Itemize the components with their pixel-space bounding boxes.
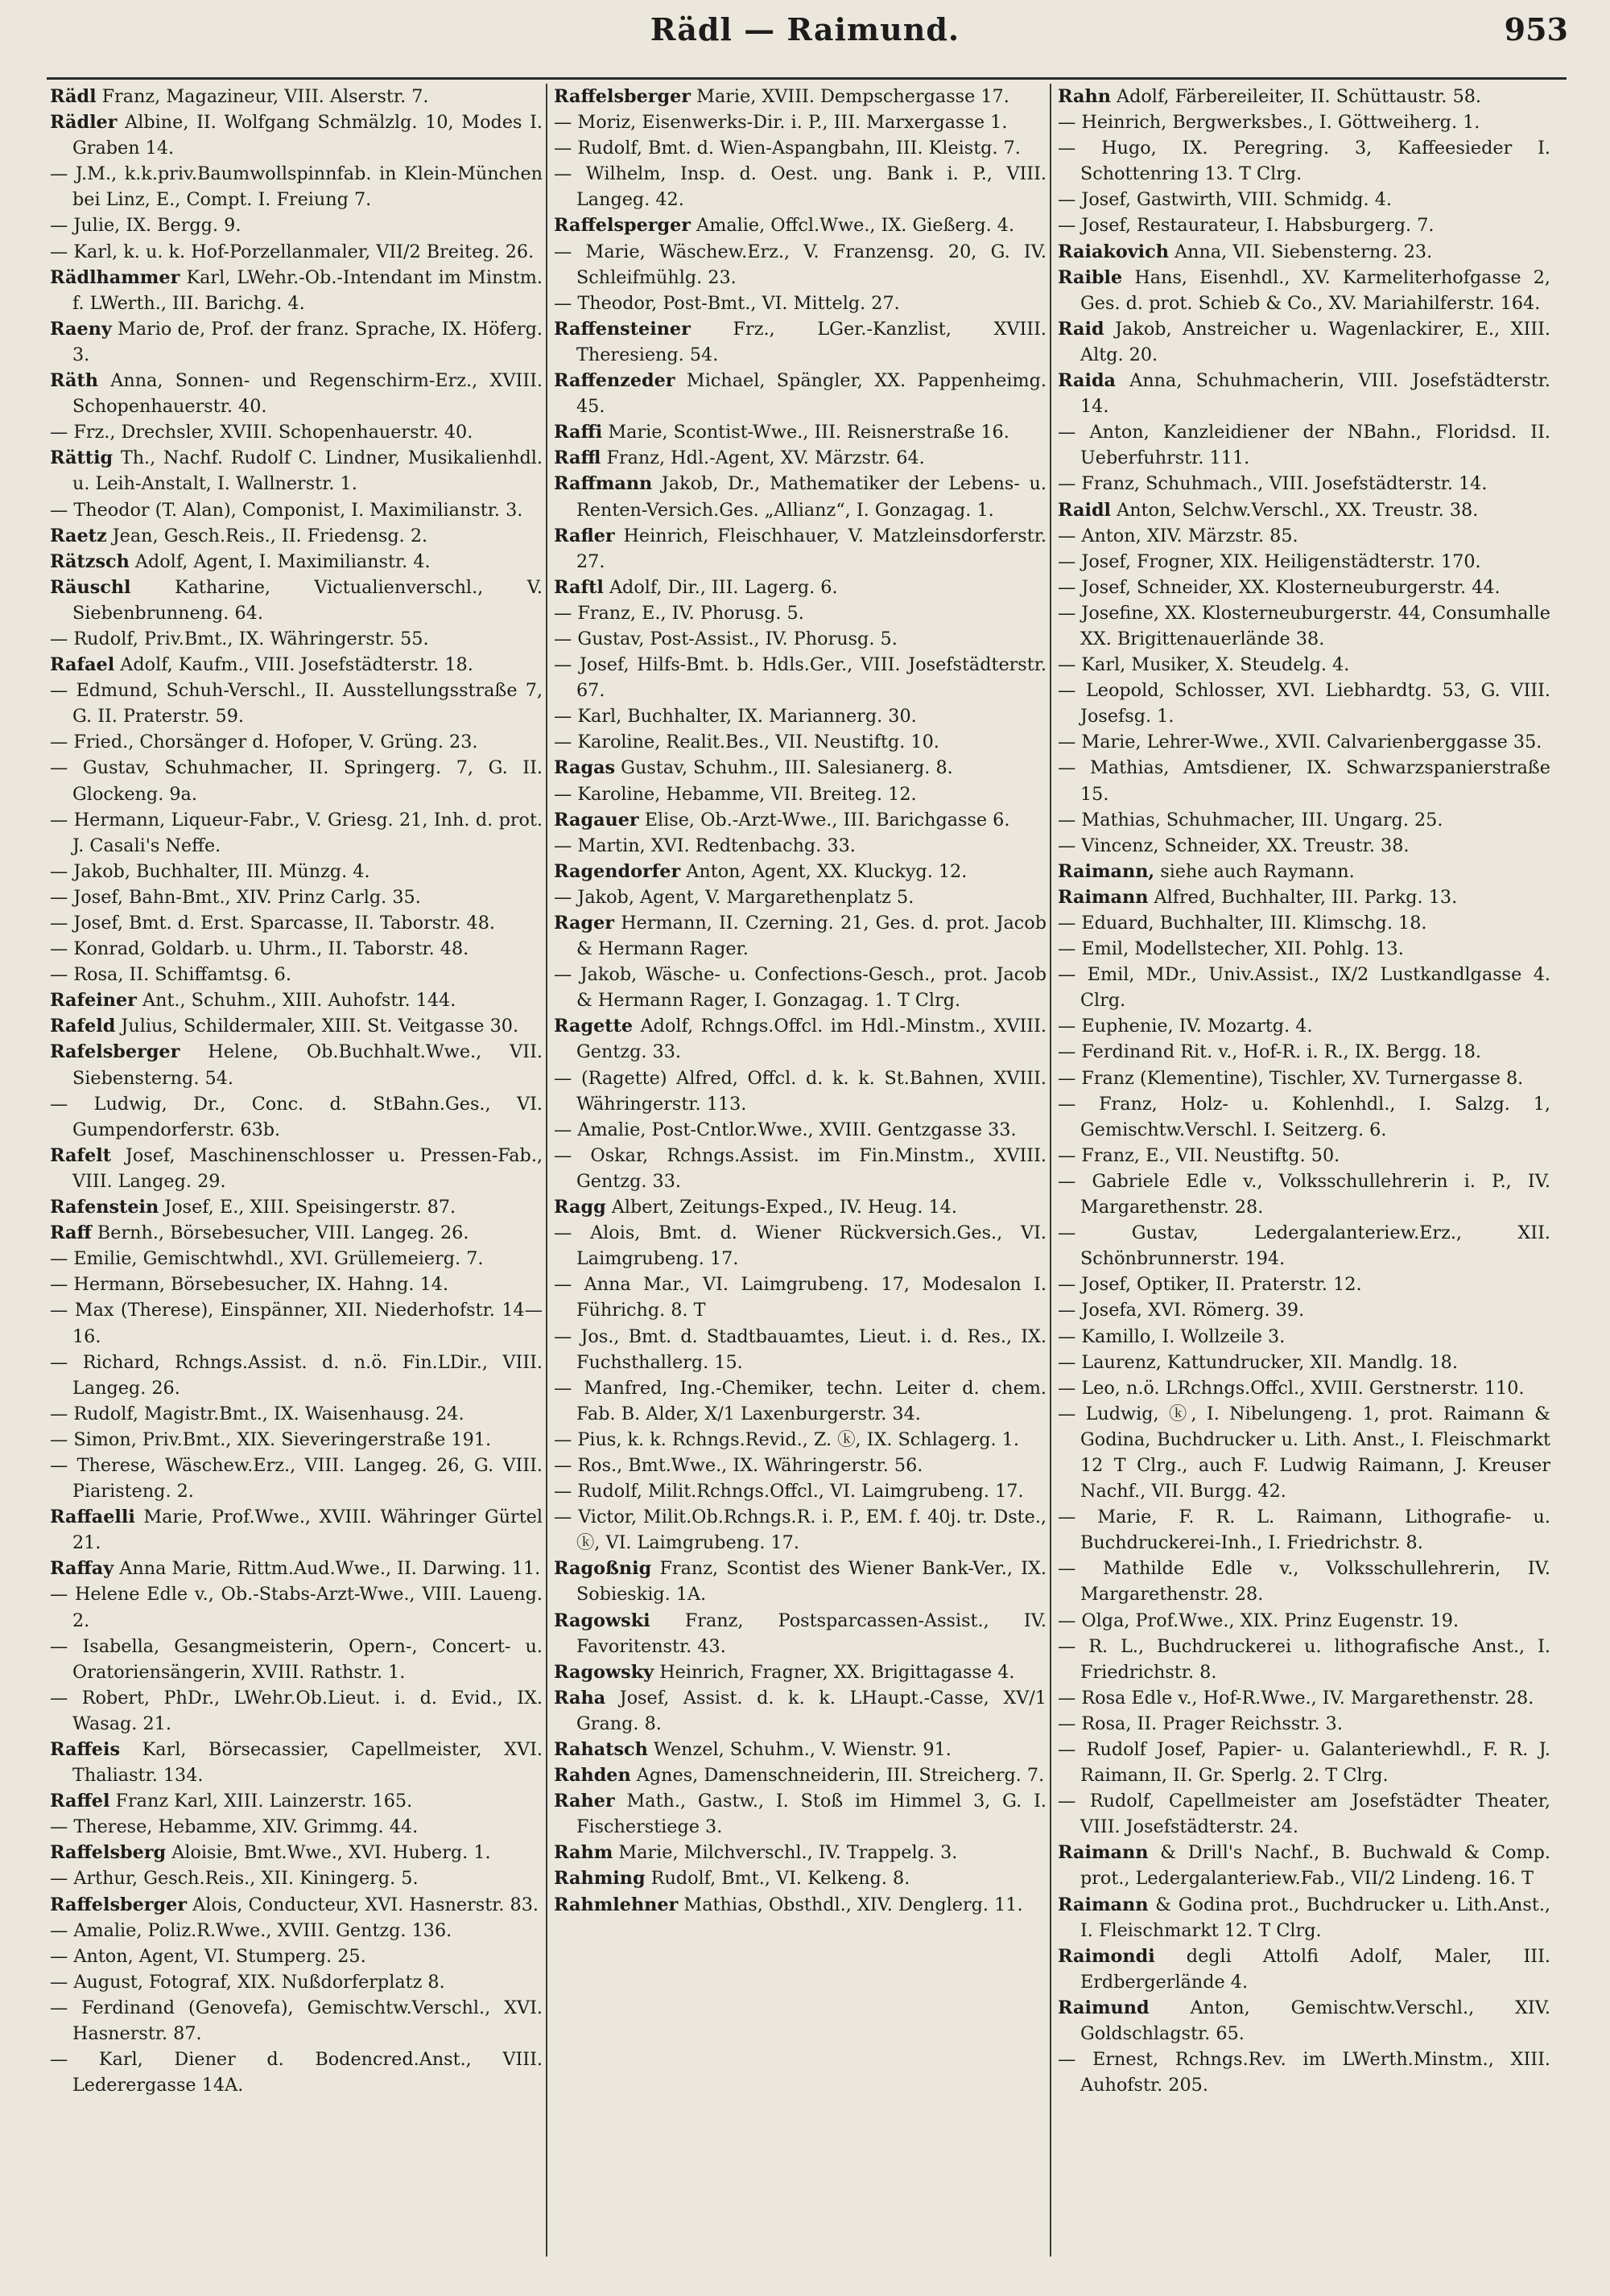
directory-entry: — Josef, Schneider, XX. Klosterneuburgerstr. 44.	[1058, 576, 1501, 598]
directory-entry: — Ros., Bmt.Wwe., IX. Währingerstr. 56.	[554, 1454, 923, 1476]
directory-entry: — Martin, XVI. Redtenbachg. 33.	[554, 835, 856, 856]
directory-entry: — Frz., Drechsler, XVIII. Schopenhauerstr. 40.	[50, 422, 473, 443]
directory-entry: — Rosa, II. Schiffamtsg. 6.	[50, 964, 291, 986]
directory-entry: Ragg Albert, Zeitungs-Exped., IV. Heug. 14.	[554, 1197, 957, 1218]
directory-entry: — Rudolf Josef, Papier- u. Galanteriewhdl., F. R. J. Raimann, II. Gr. Sperlg. 2. T Clrg.	[1058, 1739, 1550, 1787]
directory-entry: — Therese, Wäschew.Erz., VIII. Langeg. 26, G. VIII. Piaristeng. 2.	[50, 1454, 543, 1502]
directory-entry: Raimann, siehe auch Raymann.	[1058, 860, 1355, 882]
directory-entry: Rätzsch Adolf, Agent, I. Maximilianstr. 4.	[50, 550, 431, 572]
directory-entry: — Euphenie, IV. Mozartg. 4.	[1058, 1016, 1313, 1037]
directory-entry: Raffelsberger Alois, Conducteur, XVI. Hasnerstr. 83.	[50, 1894, 539, 1915]
directory-entry: — Laurenz, Kattundrucker, XII. Mandlg. 18.	[1058, 1351, 1458, 1373]
directory-entry: Räth Anna, Sonnen- und Regenschirm-Erz., XVIII. Schopenhauerstr. 40.	[50, 370, 543, 418]
directory-entry: Raffmann Jakob, Dr., Mathematiker der Lebens- u. Renten-Versich.Ges. „Allianz“, I. Gonzagag. 1.	[554, 473, 1046, 521]
directory-entry: — Hugo, IX. Peregring. 3, Kaffeesieder I. Schottenring 13. T Clrg.	[1058, 138, 1550, 185]
page-title: Rädl — Raimund.	[650, 11, 960, 47]
directory-entry: Rättig Th., Nachf. Rudolf C. Lindner, Musikalienhdl. u. Leih-Anstalt, I. Wallnerstr. 1.	[50, 447, 543, 495]
directory-entry: Rafeld Julius, Schildermaler, XIII. St. Veitgasse 30.	[50, 1016, 519, 1037]
directory-entry: — Karoline, Realit.Bes., VII. Neustiftg. 10.	[554, 732, 939, 753]
directory-entry: — Rudolf, Priv.Bmt., IX. Währingerstr. 55.	[50, 628, 429, 649]
directory-entry: Rahming Rudolf, Bmt., VI. Kelkeng. 8.	[554, 1868, 910, 1890]
directory-entry: — Josef, Bmt. d. Erst. Sparcasse, II. Taborstr. 48.	[50, 913, 496, 934]
directory-entry: — Josefa, XVI. Römerg. 39.	[1058, 1300, 1305, 1321]
directory-entry: — Amalie, Post-Cntlor.Wwe., XVIII. Gentzgasse 33.	[554, 1119, 1017, 1140]
directory-entry: — Karl, k. u. k. Hof-Porzellanmaler, VII/2 Breiteg. 26.	[50, 241, 535, 262]
directory-entry: Rädl Franz, Magazineur, VIII. Alserstr. 7.	[50, 86, 429, 107]
directory-entry: — Karoline, Hebamme, VII. Breiteg. 12.	[554, 783, 917, 805]
directory-entry: Rahm Marie, Milchverschl., IV. Trappelg. 3.	[554, 1842, 958, 1864]
directory-entry: Raffensteiner Frz., LGer.-Kanzlist, XVIII. Theresieng. 54.	[554, 318, 1046, 365]
directory-entry: — Emil, MDr., Univ.Assist., IX/2 Lustkandlgasse 4. Clrg.	[1058, 964, 1550, 1012]
directory-entry: — Rudolf, Capellmeister am Josefstädter Theater, VIII. Josefstädterstr. 24.	[1058, 1791, 1550, 1838]
directory-entry: Raidl Anton, Selchw.Verschl., XX. Treustr. 38.	[1058, 499, 1479, 521]
directory-entry: — Theodor (T. Alan), Componist, I. Maximilianstr. 3.	[50, 499, 523, 521]
directory-entry: — Theodor, Post-Bmt., VI. Mittelg. 27.	[554, 292, 900, 314]
directory-entry: — Jakob, Wäsche- u. Confections-Gesch., prot. Jacob & Hermann Rager, I. Gonzagag. 1. T Clrg.	[554, 964, 1046, 1012]
directory-entry: — Josefine, XX. Klosterneuburgerstr. 44, Consumhalle XX. Brigittenauerlände 38.	[1058, 602, 1550, 649]
directory-entry: Raffeis Karl, Börsecassier, Capellmeister, XVI. Thaliastr. 134.	[50, 1739, 543, 1787]
directory-entry: — Hermann, Liqueur-Fabr., V. Griesg. 21, Inh. d. prot. J. Casali's Neffe.	[50, 809, 543, 856]
directory-entry: — Rudolf, Bmt. d. Wien-Aspangbahn, III. Kleistg. 7.	[554, 138, 1021, 159]
directory-entry: — Karl, Musiker, X. Steudelg. 4.	[1058, 654, 1350, 676]
directory-entry: Raida Anna, Schuhmacherin, VIII. Josefstädterstr. 14.	[1058, 370, 1550, 418]
directory-entry: — Olga, Prof.Wwe., XIX. Prinz Eugenstr. 19.	[1058, 1610, 1459, 1631]
directory-entry: — Anna Mar., VI. Laimgrubeng. 17, Modesalon I. Führichg. 8. T	[554, 1274, 1046, 1321]
directory-entry: Rager Hermann, II. Czerning. 21, Ges. d. prot. Jacob & Hermann Rager.	[554, 913, 1046, 960]
directory-entry: — Jakob, Buchhalter, III. Münzg. 4.	[50, 860, 370, 882]
directory-entry: — Fried., Chorsänger d. Hofoper, V. Grüng. 23.	[50, 732, 478, 753]
directory-entry: — Robert, PhDr., LWehr.Ob.Lieut. i. d. Evid., IX. Wasag. 21.	[50, 1687, 543, 1734]
directory-entry: — Anton, XIV. Märzstr. 85.	[1058, 525, 1298, 546]
directory-entry: — Isabella, Gesangmeisterin, Opern-, Concert- u. Oratoriensängerin, XVIII. Rathstr. 1.	[50, 1635, 543, 1683]
directory-entry: — Kamillo, I. Wollzeile 3.	[1058, 1325, 1286, 1347]
directory-entry: — Leopold, Schlosser, XVI. Liebhardtg. 53, G. VIII. Josefsg. 1.	[1058, 680, 1550, 728]
directory-entry: — Rosa Edle v., Hof-R.Wwe., IV. Margarethenstr. 28.	[1058, 1687, 1534, 1709]
directory-entry: Rahatsch Wenzel, Schuhm., V. Wienstr. 91.	[554, 1739, 952, 1760]
directory-entry: Ragendorfer Anton, Agent, XX. Kluckyg. 12.	[554, 860, 968, 882]
directory-entry: Raffenzeder Michael, Spängler, XX. Pappenheimg. 45.	[554, 370, 1046, 418]
directory-entry: — Edmund, Schuh-Verschl., II. Ausstellungsstraße 7, G. II. Praterstr. 59.	[50, 680, 543, 728]
directory-entry: Raffelsperger Amalie, Offcl.Wwe., IX. Gießerg. 4.	[554, 215, 1015, 237]
directory-entry: — Marie, F. R. L. Raimann, Lithografie- u. Buchdruckerei-Inh., I. Friedrichstr. 8.	[1058, 1507, 1550, 1554]
directory-entry: — Emil, Modellstecher, XII. Pohlg. 13.	[1058, 938, 1404, 960]
header-rule	[47, 77, 1567, 80]
directory-entry: — Julie, IX. Bergg. 9.	[50, 215, 242, 237]
directory-entry: — Rudolf, Magistr.Bmt., IX. Waisenhausg. 24.	[50, 1403, 464, 1424]
column-divider	[1050, 84, 1051, 2257]
directory-entry: — Gabriele Edle v., Volksschullehrerin i. P., IV. Margarethenstr. 28.	[1058, 1170, 1550, 1218]
directory-entry: Rafler Heinrich, Fleischhauer, V. Matzleinsdorferstr. 27.	[554, 525, 1046, 572]
directory-entry: — Karl, Diener d. Bodencred.Anst., VIII. Lederergasse 14A.	[50, 2049, 543, 2096]
directory-entry: — Franz, E., IV. Phorusg. 5.	[554, 602, 804, 624]
directory-entry: — Ferdinand Rit. v., Hof-R. i. R., IX. Bergg. 18.	[1058, 1041, 1481, 1063]
directory-entry: — Rosa, II. Prager Reichsstr. 3.	[1058, 1713, 1343, 1734]
directory-entry: Rafelt Josef, Maschinenschlosser u. Pressen-Fab., VIII. Langeg. 29.	[50, 1144, 543, 1192]
directory-entry: Raftl Adolf, Dir., III. Lagerg. 6.	[554, 576, 838, 598]
directory-entry: — Franz, Schuhmach., VIII. Josefstädterstr. 14.	[1058, 473, 1488, 495]
directory-entry: Raffelsberg Aloisie, Bmt.Wwe., XVI. Huberg. 1.	[50, 1842, 491, 1864]
directory-entry: Raid Jakob, Anstreicher u. Wagenlackirer, E., XIII. Altg. 20.	[1058, 318, 1550, 365]
directory-entry: — Richard, Rchngs.Assist. d. n.ö. Fin.LDir., VIII. Langeg. 26.	[50, 1351, 543, 1399]
directory-entry: — Rudolf, Milit.Rchngs.Offcl., VI. Laimgrubeng. 17.	[554, 1481, 1024, 1502]
directory-entry: — Manfred, Ing.-Chemiker, techn. Leiter d. chem. Fab. B. Alder, X/1 Laxenburgerstr. 34.	[554, 1377, 1046, 1424]
directory-entry: Räuschl Katharine, Victualienverschl., V. Siebenbrunneng. 64.	[50, 576, 543, 624]
directory-entry: Raha Josef, Assist. d. k. k. LHaupt.-Casse, XV/1 Grang. 8.	[554, 1687, 1046, 1734]
directory-entry: — Anton, Kanzleidiener der NBahn., Floridsd. II. Ueberfuhrstr. 111.	[1058, 422, 1550, 469]
directory-entry: Rädler Albine, II. Wolfgang Schmälzlg. 10, Modes I. Graben 14.	[50, 112, 543, 159]
directory-entry: Ragowski Franz, Postsparcassen-Assist., IV. Favoritenstr. 43.	[554, 1610, 1046, 1657]
directory-entry: — Ludwig, Dr., Conc. d. StBahn.Ges., VI. Gumpendorferstr. 63b.	[50, 1093, 543, 1140]
directory-entry: — Mathilde Edle v., Volksschullehrerin, IV. Margarethenstr. 28.	[1058, 1558, 1550, 1606]
directory-entry: — Gustav, Ledergalanteriew.Erz., XII. Schönbrunnerstr. 194.	[1058, 1222, 1550, 1270]
directory-entry: — Helene Edle v., Ob.-Stabs-Arzt-Wwe., VIII. Laueng. 2.	[50, 1584, 543, 1631]
directory-entry: — Wilhelm, Insp. d. Oest. ung. Bank i. P., VIII. Langeg. 42.	[554, 163, 1046, 211]
directory-entry: — Gustav, Schuhmacher, II. Springerg. 7, G. II. Glockeng. 9a.	[50, 757, 543, 805]
directory-entry: — Franz (Klementine), Tischler, XV. Turnergasse 8.	[1058, 1067, 1524, 1089]
directory-entry: — Leo, n.ö. LRchngs.Offcl., XVIII. Gerstnerstr. 110.	[1058, 1377, 1525, 1399]
directory-entry: Rädlhammer Karl, LWehr.-Ob.-Intendant im Minstm. f. LWerth., III. Barichg. 4.	[50, 266, 543, 314]
directory-entry: — Josef, Frogner, XIX. Heiligenstädterstr. 170.	[1058, 550, 1481, 572]
directory-entry: Ragoßnig Franz, Scontist des Wiener Bank-Ver., IX. Sobieskig. 1A.	[554, 1558, 1046, 1606]
directory-entry: Raffi Marie, Scontist-Wwe., III. Reisnerstraße 16.	[554, 422, 1009, 443]
directory-entry: — Franz, Holz- u. Kohlenhdl., I. Salzg. 1, Gemischtw.Verschl. I. Seitzerg. 6.	[1058, 1093, 1550, 1140]
directory-entry: Raffel Franz Karl, XIII. Lainzerstr. 165.	[50, 1791, 413, 1812]
directory-entry: — Franz, E., VII. Neustiftg. 50.	[1058, 1144, 1340, 1166]
directory-entry: Raff Bernh., Börsebesucher, VIII. Langeg. 26.	[50, 1222, 469, 1244]
directory-entry: — Josef, Bahn-Bmt., XIV. Prinz Carlg. 35.	[50, 886, 421, 908]
directory-entry: Rafael Adolf, Kaufm., VIII. Josefstädterstr. 18.	[50, 654, 473, 676]
directory-entry: — Marie, Wäschew.Erz., V. Franzensg. 20, G. IV. Schleifmühlg. 23.	[554, 241, 1046, 288]
directory-entry: Raher Math., Gastw., I. Stoß im Himmel 3, G. I. Fischerstiege 3.	[554, 1791, 1046, 1838]
directory-entry: Rahn Adolf, Färbereileiter, II. Schüttaustr. 58.	[1058, 86, 1482, 107]
column-3	[1058, 84, 1550, 2098]
directory-entry: Raimann & Godina prot., Buchdrucker u. Lith.Anst., I. Fleischmarkt 12. T Clrg.	[1058, 1894, 1550, 1941]
column-1	[50, 84, 543, 2098]
directory-entry: — Mathias, Schuhmacher, III. Ungarg. 25.	[1058, 809, 1443, 831]
directory-entry: Ragauer Elise, Ob.-Arzt-Wwe., III. Barichgasse 6.	[554, 809, 1010, 831]
directory-entry: Rahmlehner Mathias, Obsthdl., XIV. Denglerg. 11.	[554, 1894, 1023, 1915]
directory-entry: — Mathias, Amtsdiener, IX. Schwarzspanierstraße 15.	[1058, 757, 1550, 805]
directory-entry: Raffelsberger Marie, XVIII. Dempschergasse 17.	[554, 86, 1009, 107]
directory-entry: — Konrad, Goldarb. u. Uhrm., II. Taborstr. 48.	[50, 938, 469, 960]
directory-entry: — Therese, Hebamme, XIV. Grimmg. 44.	[50, 1816, 419, 1838]
directory-entry: — Karl, Buchhalter, IX. Mariannerg. 30.	[554, 706, 917, 728]
directory-entry: — Josef, Hilfs-Bmt. b. Hdls.Ger., VIII. Josefstädterstr. 67.	[554, 654, 1046, 702]
directory-entry: Rahden Agnes, Damenschneiderin, III. Streicherg. 7.	[554, 1765, 1045, 1787]
directory-entry: — Josef, Restaurateur, I. Habsburgerg. 7.	[1058, 215, 1435, 237]
directory-entry: Raimann & Drill's Nachf., B. Buchwald & Comp. prot., Ledergalanteriew.Fab., VII/2 Lindeng. 16. T	[1058, 1842, 1550, 1890]
directory-entry: — Emilie, Gemischtwhdl., XVI. Grüllemeierg. 7.	[50, 1248, 484, 1270]
directory-entry: — Pius, k. k. Rchngs.Revid., Z. ⓚ, IX. Schlagerg. 1.	[554, 1428, 1019, 1450]
directory-entry: Raffaelli Marie, Prof.Wwe., XVIII. Währinger Gürtel 21.	[50, 1507, 543, 1554]
directory-entry: Raimann Alfred, Buchhalter, III. Parkg. 13.	[1058, 886, 1458, 908]
directory-entry: — Hermann, Börsebesucher, IX. Hahng. 14.	[50, 1274, 449, 1296]
directory-entry: — Moriz, Eisenwerks-Dir. i. P., III. Marxergasse 1.	[554, 112, 1008, 134]
directory-entry: — Alois, Bmt. d. Wiener Rückversich.Ges., VI. Laimgrubeng. 17.	[554, 1222, 1046, 1270]
directory-entry: — Gustav, Post-Assist., IV. Phorusg. 5.	[554, 628, 898, 649]
directory-entry: Rafeiner Ant., Schuhm., XIII. Auhofstr. 144.	[50, 990, 456, 1012]
column-divider	[546, 84, 547, 2257]
directory-entry: — Ludwig, ⓚ, I. Nibelungeng. 1, prot. Raimann & Godina, Buchdrucker u. Lith. Anst., I. Fleischmarkt 12 T Clrg., auch F. Ludwig Raimann, J. Kreuser Nachf., VII. Burgg. 42.	[1058, 1403, 1550, 1502]
directory-entry: — Josef, Gastwirth, VIII. Schmidg. 4.	[1058, 189, 1392, 211]
directory-entry: — R. L., Buchdruckerei u. lithografische Anst., I. Friedrichstr. 8.	[1058, 1635, 1550, 1683]
directory-entry: Raeny Mario de, Prof. der franz. Sprache, IX. Höferg. 3.	[50, 318, 543, 365]
directory-entry: — Anton, Agent, VI. Stumperg. 25.	[50, 1945, 366, 1967]
directory-entry: — Jos., Bmt. d. Stadtbauamtes, Lieut. i. d. Res., IX. Fuchsthallerg. 15.	[554, 1325, 1046, 1373]
directory-entry: — J.M., k.k.priv.Baumwollspinnfab. in Klein-München bei Linz, E., Compt. I. Freiung 7.	[50, 163, 543, 211]
directory-entry: Raetz Jean, Gesch.Reis., II. Friedensg. 2.	[50, 525, 428, 546]
page-number: 953	[1504, 11, 1568, 47]
directory-entry: — Jakob, Agent, V. Margarethenplatz 5.	[554, 886, 914, 908]
directory-entry: — Marie, Lehrer-Wwe., XVII. Calvarienberggasse 35.	[1058, 732, 1542, 753]
directory-entry: Ragowsky Heinrich, Fragner, XX. Brigittagasse 4.	[554, 1661, 1015, 1683]
directory-entry: — (Ragette) Alfred, Offcl. d. k. k. St.Bahnen, XVIII. Währingerstr. 113.	[554, 1067, 1046, 1115]
directory-entry: Raimondi degli Attolfi Adolf, Maler, III. Erdbergerlände 4.	[1058, 1945, 1550, 1993]
directory-entry: Rafenstein Josef, E., XIII. Speisingerstr. 87.	[50, 1197, 456, 1218]
directory-entry: — Simon, Priv.Bmt., XIX. Sieveringerstraße 191.	[50, 1428, 492, 1450]
directory-entry: Raffl Franz, Hdl.-Agent, XV. Märzstr. 64.	[554, 447, 925, 469]
directory-entry: — Ferdinand (Genovefa), Gemischtw.Verschl., XVI. Hasnerstr. 87.	[50, 1997, 543, 2045]
directory-entry: — Max (Therese), Einspänner, XII. Niederhofstr. 14—16.	[50, 1300, 543, 1347]
directory-entry: — Eduard, Buchhalter, III. Klimschg. 18.	[1058, 913, 1427, 934]
directory-entry: — Vincenz, Schneider, XX. Treustr. 38.	[1058, 835, 1410, 856]
directory-entry: — Ernest, Rchngs.Rev. im LWerth.Minstm., XIII. Auhofstr. 205.	[1058, 2049, 1550, 2096]
directory-entry: — Josef, Optiker, II. Praterstr. 12.	[1058, 1274, 1362, 1296]
directory-entry: Raiakovich Anna, VII. Siebensterng. 23.	[1058, 241, 1433, 262]
directory-entry: Ragas Gustav, Schuhm., III. Salesianerg. 8.	[554, 757, 953, 779]
directory-entry: — Heinrich, Bergwerksbes., I. Göttweiherg. 1.	[1058, 112, 1480, 134]
column-2	[554, 84, 1046, 1918]
directory-entry: Raimund Anton, Gemischtw.Verschl., XIV. Goldschlagstr. 65.	[1058, 1997, 1550, 2045]
directory-entry: — Victor, Milit.Ob.Rchngs.R. i. P., EM. f. 40j. tr. Dste., ⓚ, VI. Laimgrubeng. 17.	[554, 1507, 1046, 1554]
directory-entry: Rafelsberger Helene, Ob.Buchhalt.Wwe., VII. Siebensterng. 54.	[50, 1041, 543, 1089]
directory-entry: Ragette Adolf, Rchngs.Offcl. im Hdl.-Minstm., XVIII. Gentzg. 33.	[554, 1016, 1046, 1063]
directory-entry: Raffay Anna Marie, Rittm.Aud.Wwe., II. Darwing. 11.	[50, 1558, 541, 1580]
directory-entry: — August, Fotograf, XIX. Nußdorferplatz 8.	[50, 1971, 445, 1993]
directory-entry: — Arthur, Gesch.Reis., XII. Kiningerg. 5.	[50, 1868, 419, 1890]
directory-entry: Raible Hans, Eisenhdl., XV. Karmeliterhofgasse 2, Ges. d. prot. Schieb & Co., XV. Mariahilferstr. 164.	[1058, 266, 1550, 314]
directory-entry: — Oskar, Rchngs.Assist. im Fin.Minstm., XVIII. Gentzg. 33.	[554, 1144, 1046, 1192]
directory-entry: — Amalie, Poliz.R.Wwe., XVIII. Gentzg. 136.	[50, 1919, 452, 1941]
